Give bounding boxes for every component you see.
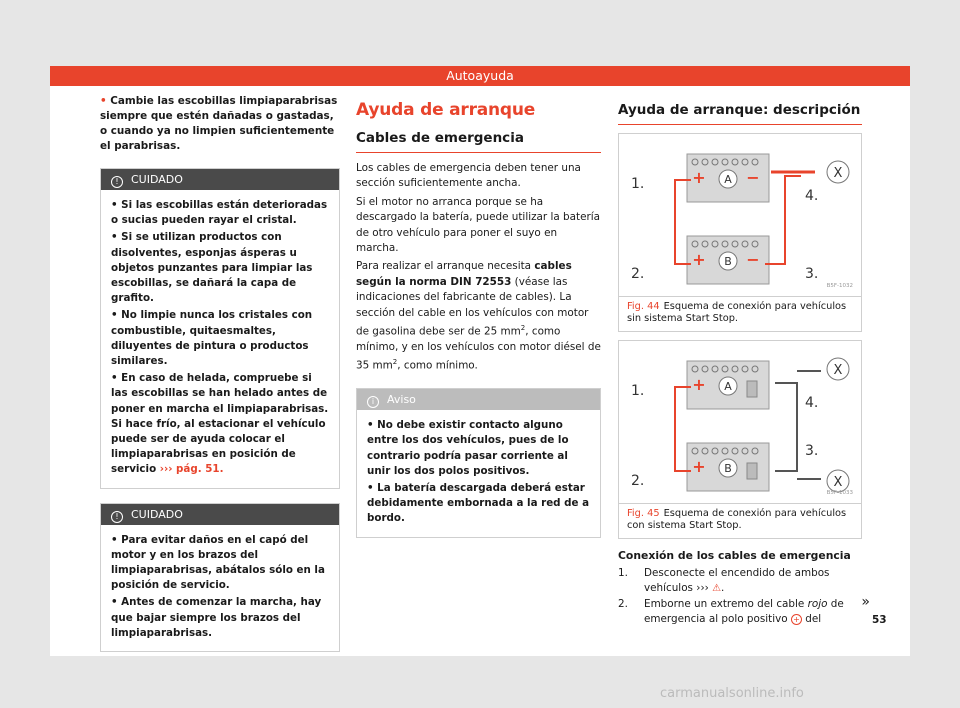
warning-icon[interactable]: ⚠ xyxy=(712,583,722,595)
aviso-item-2: • La batería descargada deberá estar debidamente embornada a la red de a bordo. xyxy=(367,482,590,525)
cuidado1-item-2: • Si se utilizan productos con disolventes, esponjas ásperas u objetos punzantes para limpiar las escobillas, se dañará la capa de grafito. xyxy=(111,231,313,305)
svg-text:X: X xyxy=(833,166,843,181)
svg-text:2.: 2. xyxy=(631,266,645,282)
info-icon: i xyxy=(367,396,379,408)
paragraph-2: Si el motor no arranca porque se ha descargado la batería, puede utilizar la batería de otro vehículo para poner el suyo en marcha. xyxy=(356,195,601,255)
page-title: Ayuda de arranque xyxy=(356,100,536,120)
section-subtitle: Cables de emergencia xyxy=(356,130,601,153)
wiring-diagram-45 xyxy=(625,347,855,497)
cuidado2-item-2: • Antes de comenzar la marcha, hay que bajar siempre los brazos del limpiaparabrisas. xyxy=(111,596,322,639)
section-header: Autoayuda xyxy=(50,66,910,86)
black-cable xyxy=(765,176,801,264)
plus-sign: + xyxy=(692,168,706,187)
watermark: carmanualsonline.info xyxy=(660,686,804,701)
minus-sign: − xyxy=(746,168,760,187)
svg-text:+: + xyxy=(692,250,706,269)
figure-45 xyxy=(618,340,862,539)
intro-bullet: • Cambie las escobillas limpiaparabrisas siempre que estén dañadas o gastadas, o cuando ya no limpien suficientemente el parabrisas. xyxy=(100,95,338,152)
svg-text:4.: 4. xyxy=(805,395,819,411)
diagram-start-stop xyxy=(625,347,855,497)
svg-text:3.: 3. xyxy=(805,266,819,282)
aviso-header: i Aviso xyxy=(357,389,600,410)
svg-text:+: + xyxy=(692,375,706,394)
page-number: 53 xyxy=(872,614,887,626)
figure-44-caption: Fig. 44 Esquema de conexión para vehículos sin sistema Start Stop. xyxy=(619,296,861,331)
svg-text:B: B xyxy=(724,462,732,475)
description-title: Ayuda de arranque: descripción xyxy=(618,102,862,125)
figure-code: B5F-1032 xyxy=(826,283,853,289)
svg-text:+: + xyxy=(692,457,706,476)
svg-text:1.: 1. xyxy=(631,176,645,192)
cuidado-box-1 xyxy=(100,168,340,489)
paragraph-1: Los cables de emergencia deben tener una sección suficientemente ancha. xyxy=(356,162,581,190)
svg-text:−: − xyxy=(746,250,760,269)
cuidado1-item-4: • En caso de helada, compruebe si las escobillas se han helado antes de poner en marcha el limpiaparabrisas. Si hace frío, al estacionar el vehículo puede ser de ayuda colocar el limpiaparabrisas en posición de servicio ››› pág. 51. xyxy=(111,372,329,476)
cuidado-header-2: ! CUIDADO xyxy=(101,504,339,525)
diagram-no-start-stop xyxy=(625,140,855,290)
cuidado1-item-1: • Si las escobillas están deterioradas o sucias pueden rayar el cristal. xyxy=(111,199,328,227)
figure-code: B5F-1033 xyxy=(826,490,853,496)
column-left xyxy=(100,94,340,652)
positive-terminal-icon: + xyxy=(791,614,802,625)
svg-text:2.: 2. xyxy=(631,473,645,489)
svg-text:X: X xyxy=(833,475,843,490)
figure-45-caption: Fig. 45 Esquema de conexión para vehículos con sistema Start Stop. xyxy=(619,503,861,538)
cuidado2-item-1: • Para evitar daños en el capó del motor y en los brazos del limpiaparabrisas, abátalos sólo en la posición de servicio. xyxy=(111,533,325,592)
svg-text:3.: 3. xyxy=(805,443,819,459)
steps-list xyxy=(618,566,862,628)
svg-text:1.: 1. xyxy=(631,383,645,399)
svg-text:A: A xyxy=(724,173,732,186)
aviso-item-1: • No debe existir contacto alguno entre los dos vehículos, pues de lo contrario podría pasar corriente al unir los dos polos positivos. xyxy=(367,419,569,477)
caution-icon: ! xyxy=(111,176,123,188)
caution-icon: ! xyxy=(111,511,123,523)
column-right xyxy=(618,94,862,628)
steps-heading: Conexión de los cables de emergencia xyxy=(618,549,851,562)
cuidado-header-1: ! CUIDADO xyxy=(101,169,339,190)
continue-arrow: » xyxy=(861,594,870,610)
svg-text:X: X xyxy=(833,363,843,378)
cuidado-box-2 xyxy=(100,503,340,652)
wiring-diagram-44 xyxy=(625,140,855,290)
step-1: 1. Desconecte el encendido de ambos vehículos ››› ⚠. xyxy=(618,567,830,595)
paragraph-3: Para realizar el arranque necesita cables según la norma DIN 72553 (véase las indicaciones del fabricante de cables). La sección del cable en los vehículos con motor de gasolina debe ser de 25 $mm^2$, como mínimo, y en los vehículos con motor diésel de 35 $mm^2$, como mínimo. xyxy=(356,260,601,372)
aviso-box xyxy=(356,388,601,537)
step-2: 2. Emborne un extremo del cable rojo de emergencia al polo positivo + del xyxy=(618,597,844,626)
svg-text:4.: 4. xyxy=(805,188,819,204)
column-middle xyxy=(356,94,601,538)
svg-text:A: A xyxy=(724,380,732,393)
page-link[interactable]: ››› pág. 51. xyxy=(159,463,224,476)
svg-text:B: B xyxy=(724,255,732,268)
manual-page xyxy=(50,66,910,656)
cuidado1-item-3: • No limpie nunca los cristales con combustible, quitaesmaltes, diluyentes de pintura o productos similares. xyxy=(111,309,313,368)
figure-44 xyxy=(618,133,862,332)
